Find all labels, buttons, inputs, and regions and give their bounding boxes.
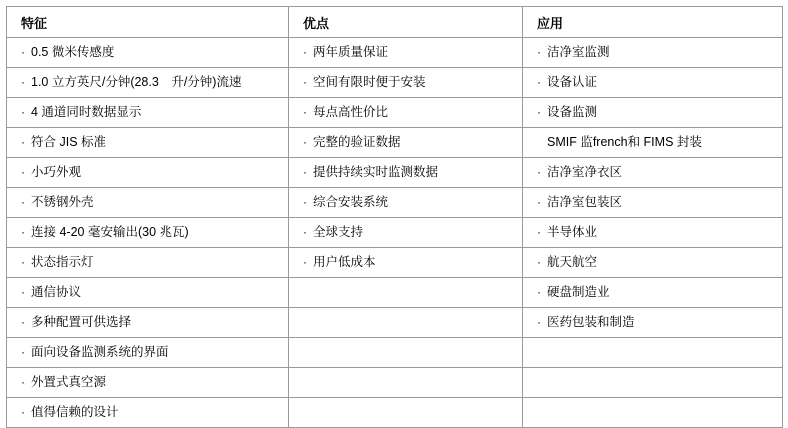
cell-features (7, 338, 289, 368)
bullet-icon: · (303, 195, 307, 209)
cell-features (7, 128, 289, 158)
cell-benefits (289, 308, 523, 338)
cell-applications (523, 38, 783, 68)
bullet-icon: · (21, 375, 25, 389)
cell-applications (523, 398, 783, 428)
cell-text: 符合 JIS 标准 (31, 135, 107, 149)
bullet-icon: · (537, 105, 541, 119)
cell-text: 硬盘制造业 (547, 285, 610, 299)
cell-features (7, 308, 289, 338)
bullet-icon: · (537, 75, 541, 89)
bullet-icon: · (21, 135, 25, 149)
cell-text: 外置式真空源 (31, 375, 107, 389)
cell-text: 全球支持 (313, 225, 364, 239)
cell-benefits (289, 218, 523, 248)
cell-applications (523, 98, 783, 128)
table-row (7, 398, 783, 428)
column-header-benefits: 优点 (289, 7, 523, 38)
cell-text: 用户低成本 (313, 255, 376, 269)
cell-text: 医药包装和制造 (547, 315, 635, 329)
bullet-icon: · (21, 255, 25, 269)
cell-text: 4 通道同时数据显示 (31, 105, 142, 119)
cell-benefits (289, 158, 523, 188)
bullet-icon: · (21, 75, 25, 89)
cell-text: 小巧外观 (31, 165, 82, 179)
cell-text: 完整的验证数据 (313, 135, 401, 149)
cell-features (7, 68, 289, 98)
cell-applications (523, 368, 783, 398)
bullet-icon: · (303, 165, 307, 179)
cell-text: 设备监测 (547, 105, 598, 119)
bullet-icon: · (21, 195, 25, 209)
cell-features (7, 398, 289, 428)
table-row (7, 188, 783, 218)
bullet-icon: · (537, 195, 541, 209)
bullet-icon: · (537, 315, 541, 329)
bullet-icon: · (21, 285, 25, 299)
cell-benefits (289, 278, 523, 308)
cell-features (7, 368, 289, 398)
cell-benefits (289, 38, 523, 68)
cell-features (7, 98, 289, 128)
bullet-icon: · (303, 75, 307, 89)
bullet-icon: · (303, 105, 307, 119)
bullet-icon: · (303, 135, 307, 149)
cell-benefits (289, 188, 523, 218)
cell-text: 两年质量保证 (313, 45, 389, 59)
cell-text: 提供持续实时监测数据 (313, 165, 439, 179)
cell-text: 每点高性价比 (313, 105, 389, 119)
bullet-icon: · (537, 285, 541, 299)
cell-text: 多种配置可供选择 (31, 315, 132, 329)
cell-benefits (289, 248, 523, 278)
bullet-icon: · (303, 45, 307, 59)
cell-applications (523, 338, 783, 368)
cell-text: 1.0 立方英尺/分钟(28.3 升/分钟)流速 (31, 75, 242, 89)
bullet-icon: · (537, 255, 541, 269)
cell-applications (523, 68, 783, 98)
cell-text: SMIF 监french和 FIMS 封装 (547, 135, 702, 149)
cell-applications (523, 218, 783, 248)
bullet-icon: · (537, 225, 541, 239)
cell-benefits (289, 398, 523, 428)
cell-benefits (289, 368, 523, 398)
cell-text: 洁净室监测 (547, 45, 610, 59)
cell-text: 空间有限时便于安装 (313, 75, 426, 89)
column-header-features: 特征 (7, 7, 289, 38)
table-body (7, 38, 783, 428)
feature-benefit-application-table (6, 6, 783, 428)
table-row (7, 218, 783, 248)
cell-applications (523, 158, 783, 188)
table-row (7, 38, 783, 68)
cell-benefits (289, 98, 523, 128)
table-row (7, 128, 783, 158)
bullet-icon: · (21, 225, 25, 239)
column-header-applications: 应用 (523, 7, 783, 38)
cell-applications (523, 248, 783, 278)
cell-features (7, 188, 289, 218)
cell-features (7, 248, 289, 278)
table-row (7, 248, 783, 278)
cell-features (7, 38, 289, 68)
table-row (7, 368, 783, 398)
cell-applications (523, 308, 783, 338)
cell-features (7, 158, 289, 188)
table-row (7, 308, 783, 338)
table-row (7, 338, 783, 368)
bullet-icon: · (537, 165, 541, 179)
table-row (7, 278, 783, 308)
table-row (7, 98, 783, 128)
cell-text: 面向设备监测系统的界面 (31, 345, 169, 359)
cell-text: 航天航空 (547, 255, 598, 269)
cell-applications (523, 188, 783, 218)
table-row (7, 158, 783, 188)
cell-text: 通信协议 (31, 285, 82, 299)
cell-text: 综合安装系统 (313, 195, 389, 209)
bullet-icon: · (21, 405, 25, 419)
bullet-icon: · (21, 345, 25, 359)
cell-applications (523, 278, 783, 308)
cell-text: 不锈钢外壳 (31, 195, 94, 209)
cell-benefits (289, 68, 523, 98)
bullet-icon: · (303, 225, 307, 239)
table-header-row (7, 7, 783, 38)
cell-text: 设备认证 (547, 75, 598, 89)
cell-text: 状态指示灯 (31, 255, 94, 269)
cell-benefits (289, 338, 523, 368)
bullet-icon: · (21, 105, 25, 119)
bullet-icon: · (21, 45, 25, 59)
cell-benefits (289, 128, 523, 158)
cell-text: 洁净室净衣区 (547, 165, 623, 179)
table-header (7, 7, 783, 38)
bullet-icon: · (537, 45, 541, 59)
table-row (7, 68, 783, 98)
cell-text: 值得信赖的设计 (31, 405, 119, 419)
cell-features (7, 278, 289, 308)
bullet-icon: · (21, 315, 25, 329)
cell-text: 连接 4-20 毫安输出(30 兆瓦) (31, 225, 189, 239)
cell-text: 洁净室包装区 (547, 195, 623, 209)
bullet-icon: · (303, 255, 307, 269)
cell-text: 0.5 微米传感度 (31, 45, 115, 59)
bullet-icon: · (21, 165, 25, 179)
cell-text: 半导体业 (547, 225, 598, 239)
cell-applications (523, 128, 783, 158)
cell-features (7, 218, 289, 248)
